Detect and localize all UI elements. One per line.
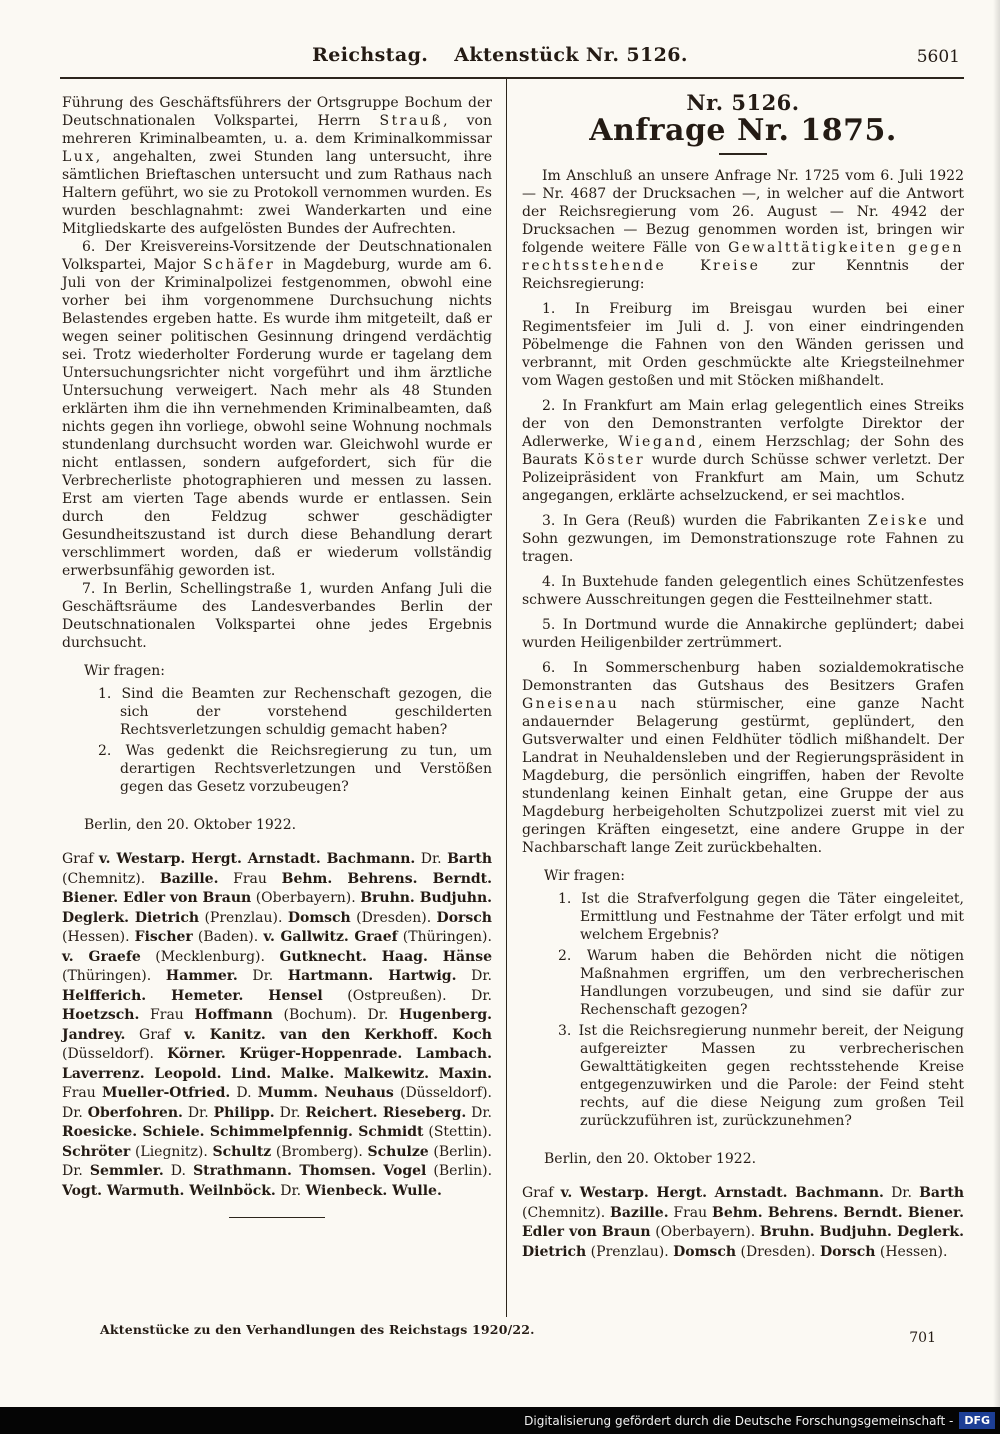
dfg-logo: DFG bbox=[959, 1412, 995, 1429]
running-head bbox=[0, 44, 1000, 66]
case-item-4: 4. In Buxtehude fanden gelegentlich eines Schützenfestes schwere Ausschreitungen gegen die Festteilnehmer statt. bbox=[522, 574, 964, 608]
sheet-number: 701 bbox=[909, 1330, 936, 1346]
case-item-2: 2. In Frankfurt am Main erlag gelegentlich eines Streiks der von den Demonstranten verfolgte Direktor der Adlerwerke, Wiegand, einem Herzschlag; der Sohn des Baurats Köster wurde durch Schüsse schwer verletzt. Der Polizeipräsident von Frankfurt am Main, um Schutz angegangen, erklärte achselzuckend, er sei machtlos. bbox=[522, 398, 964, 504]
question-text: Sind die Beamten zur Rechenschaft gezogen, die sich der vorstehend geschilderten Rechtsverletzungen schuldig gemacht haben? bbox=[120, 686, 492, 738]
questions-intro: Wir fragen: bbox=[84, 663, 165, 679]
document-number: Nr. 5126. bbox=[686, 90, 800, 115]
paragraph-case-7: 7. In Berlin, Schellingstraße 1, wurden Anfang Juli die Geschäftsräume des Landesverbandes Berlin der Deutschnationalen Volkspartei ohne jedes Ergebnis durchsucht. bbox=[62, 581, 492, 651]
question-number: 3. bbox=[558, 1023, 572, 1039]
paragraph-case-6: 6. Der Kreisvereins-Vorsitzende der Deutschnationalen Volkspartei, Major Schäfer in Magdeburg, wurde am 6. Juli von der Kriminalpolizei festgenommen, obwohl eine vorher bei ihm vorgenommene Durchsuchung nichts Belastendes ergeben hatte. Es wurde ihm mitgeteilt, daß er wegen seiner politischen Gesinnung dringend verdächtig sei. Trotz wiederholter Forderung wurde er tagelang dem Untersuchungsrichter nicht vorgeführt und ihm ärztliche Untersuchung verweigert. Nach mehr als 48 Stunden erklärten ihm die ihn vernehmenden Kriminalbeamten, daß nichts gegen ihn vorliege, obwohl seine Wohnung nochmals stundenlang durchsucht worden war. Gleichwohl wurde er nicht entlassen, sondern aufgefordert, sich für die Verbrecherliste photographieren und messen zu lassen. Erst am vierten Tage abends wurde er entlassen. Sein durch den Feldzug schwer geschädigter Gesundheitszustand ist durch diese Behandlung derart verschlimmert worden, daß er wiederum vollständig erwerbsunfähig geworden ist. bbox=[62, 239, 492, 579]
document-title: Anfrage Nr. 1875. bbox=[589, 113, 897, 148]
paragraph-continuation: Führung des Geschäftsführers der Ortsgruppe Bochum der Deutschnationalen Volkspartei, Herrn Strauß, von mehreren Kriminalbeamten, u. a. dem Kriminalkommissar Lux, angehalten, zwei Stunden lang untersucht, ihre sämtlichen Brieftaschen untersucht und zum Rathaus nach Haltern geführt, wo sie zu Protokoll vernommen wurden. Es wurden beschlagnahmt: zwei Wanderkarten und eine Mitgliedskarte des aufgelösten Bundes der Aufrechten. bbox=[62, 95, 492, 237]
question-item bbox=[558, 947, 964, 1019]
question-number: 2. bbox=[98, 743, 112, 759]
question-text: Was gedenkt die Reichsregierung zu tun, um derartigen Rechtsverletzungen und Verstößen gegen das Gesetz vorzubeugen? bbox=[120, 743, 492, 795]
left-column bbox=[62, 94, 492, 1218]
signature-list: Graf v. Westarp. Hergt. Arnstadt. Bachmann. Dr. Barth (Chemnitz). Bazille. Frau Behm. Behrens. Berndt. Biener. Edler von Braun (Oberbayern). Bruhn. Budjuhn. Deglerk. Dietrich (Prenzlau). Domsch (Dresden). Dorsch (Hessen). bbox=[522, 1185, 965, 1260]
case-item-5: 5. In Dortmund wurde die Annakirche geplündert; dabei wurden Heiligenbilder zertrümmert. bbox=[522, 617, 964, 651]
question-list bbox=[98, 685, 492, 796]
date-line: Berlin, den 20. Oktober 1922. bbox=[84, 817, 297, 833]
signature-end-rule bbox=[229, 1217, 325, 1218]
column-divider-rule bbox=[506, 79, 507, 1317]
question-number: 1. bbox=[98, 686, 112, 702]
case-item-3: 3. In Gera (Reuß) wurden die Fabrikanten Zeiske und Sohn gezwungen, im Demonstrationszuge rote Fahnen zu tragen. bbox=[522, 513, 964, 565]
right-column bbox=[522, 90, 965, 1262]
header-rule bbox=[60, 77, 964, 79]
question-number: 1. bbox=[558, 891, 572, 907]
intro-paragraph: Im Anschluß an unsere Anfrage Nr. 1725 vom 6. Juli 1922 — Nr. 4687 der Drucksachen —, in welcher auf die Antwort der Reichsregierung vom 26. August — Nr. 4942 der Drucksachen — Bezug genommen worden ist, bringen wir folgende weitere Fälle von Gewalttätigkeiten gegen rechtsstehende Kreise zur Kenntnis der Reichsregierung: bbox=[522, 168, 964, 292]
page-number: 5601 bbox=[916, 47, 960, 67]
digitization-credit: Digitalisierung gefördert durch die Deutsche Forschungsgemeinschaft - bbox=[524, 1413, 954, 1428]
running-head-title: Aktenstück Nr. 5126. bbox=[454, 44, 688, 66]
question-text: Ist die Reichsregierung nunmehr bereit, der Neigung aufgereizter Massen zu verbrecherischen Gewalttätigkeiten gegen rechtsstehende Kreise entgegenzuwirken und die Parole: der Feind steht rechts, auf die diese Neigung zum großen Teil zurückzuführen ist, zurückzunehmen? bbox=[578, 1023, 964, 1129]
running-head-journal: Reichstag. bbox=[312, 44, 429, 66]
question-text: Warum haben die Behörden nicht die nötigen Maßnahmen ergriffen, um den verbrecherischen Handlungen vorzubeugen, und sind sie dafür zur Rechenschaft gezogen? bbox=[580, 948, 965, 1018]
case-item-6: 6. In Sommerschenburg haben sozialdemokratische Demonstranten das Gutshaus des Besitzers Grafen Gneisenau nach stürmischer, eine ganze Nacht andauernder Belagerung gestürmt, geplündert, den Gutsverwalter und einen Feldhüter tödlich mißhandelt. Der Landrat in Neuhaldensleben und der Regierungspräsident in Magdeburg, die persönlich eingriffen, haben der Revolte stundenlang keinen Einhalt getan, eine Gruppe der aus Magdeburg herbeigeholten Schutzpolizei zuerst mit viel zu geringen Kräften eingesetzt, eine andere Gruppe in der Nachbarschaft lange Zeit zurückbehalten. bbox=[522, 660, 964, 856]
question-item bbox=[98, 742, 492, 796]
question-item bbox=[558, 890, 964, 944]
question-item bbox=[98, 685, 492, 739]
question-number: 2. bbox=[558, 948, 572, 964]
questions-intro: Wir fragen: bbox=[544, 868, 625, 884]
question-text: Ist die Strafverfolgung gegen die Täter eingeleitet, Ermittlung und Festnahme der Täter erfolgt und mit welchem Ergebnis? bbox=[580, 891, 965, 943]
title-rule bbox=[719, 153, 767, 155]
case-item-1: 1. In Freiburg im Breisgau wurden bei einer Regimentsfeier im Juli d. J. von einer eindringenden Pöbelmenge die Fahnen von den Wänden gerissen und verbrannt, mit Orden geschmückte alte Kriegsteilnehmer vom Wagen gestoßen und mit Stöcken mißhandelt. bbox=[522, 301, 964, 389]
question-item bbox=[558, 1022, 964, 1130]
date-line: Berlin, den 20. Oktober 1922. bbox=[544, 1151, 757, 1167]
signature-list: Graf v. Westarp. Hergt. Arnstadt. Bachmann. Dr. Barth (Chemnitz). Bazille. Frau Behm. Behrens. Berndt. Biener. Edler von Braun (Oberbayern). Bruhn. Budjuhn. Deglerk. Dietrich (Prenzlau). Domsch (Dresden). Dorsch (Hessen). Fischer (Baden). v. Gallwitz. Graef (Thüringen). v. Graefe (Mecklenburg). Gutknecht. Haag. Hänse (Thüringen). Hammer. Dr. Hartmann. Hartwig. Dr. Helfferich. Hemeter. Hensel (Ostpreußen). Dr. Hoetzsch. Frau Hoffmann (Bochum). Dr. Hugenberg. Jandrey. Graf v. Kanitz. van den Kerkhoff. Koch (Düsseldorf). Körner. Krüger-Hoppenrade. Lambach. Laverrenz. Leopold. Lind. Malke. Malkewitz. Maxin. Frau Mueller-Otfried. D. Mumm. Neuhaus (Düsseldorf). Dr. Oberfohren. Dr. Philipp. Dr. Reichert. Rieseberg. Dr. Roesicke. Schiele. Schimmelpfennig. Schmidt (Stettin). Schröter (Liegnitz). Schultz (Bromberg). Schulze (Berlin). Dr. Semmler. D. Strathmann. Thomsen. Vogel (Berlin). Vogt. Warmuth. Weilnböck. Dr. Wienbeck. Wulle. bbox=[62, 851, 493, 1199]
volume-footnote: Aktenstücke zu den Verhandlungen des Reichstags 1920/22. bbox=[100, 1322, 535, 1337]
question-list bbox=[558, 890, 964, 1130]
digitization-bar bbox=[0, 1407, 1000, 1434]
